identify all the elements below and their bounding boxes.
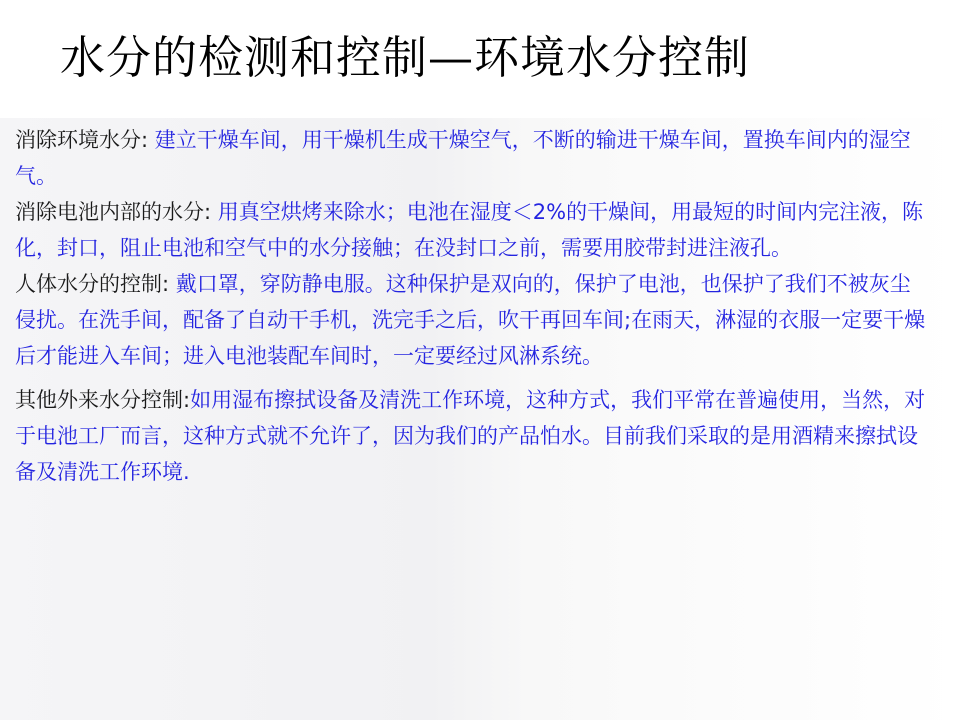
paragraph-label: 人体水分的控制: (15, 272, 176, 296)
slide-title: 水分的检测和控制—环境水分控制 (60, 31, 751, 84)
paragraph-battery-internal-moisture (15, 194, 930, 266)
paragraph-label: 消除环境水分: (15, 128, 155, 152)
content-body (15, 122, 930, 490)
paragraph-text: 如用湿布擦拭设备及清洗工作环境，这种方式，我们平常在普遍使用，当然，对于电池工厂而言，这种方式就不允许了，因为我们的产品怕水。目前我们采取的是用酒精来擦拭设备及清洗工作环境. (15, 388, 926, 484)
paragraph-text: 戴口罩，穿防静电服。这种保护是双向的，保护了电池，也保护了我们不被灰尘侵扰。在洗手间，配备了自动干手机，洗完手之后，吹干再回车间;在雨天，淋湿的衣服一定要干燥后才能进入车间；进入电池装配车间时，一定要经过风淋系统。 (15, 272, 926, 368)
paragraph-label: 其他外来水分控制: (15, 388, 191, 412)
paragraph-human-moisture (15, 266, 930, 374)
paragraph-text: 建立干燥车间，用干燥机生成干燥空气，不断的输进干燥车间，置换车间内的湿空气。 (15, 128, 911, 188)
paragraph-label: 消除电池内部的水分: (15, 200, 218, 224)
paragraph-text: 用真空烘烤来除水；电池在湿度＜2%的干燥间，用最短的时间内完注液，陈化，封口，阻止电池和空气中的水分接触；在没封口之前，需要用胶带封进注液孔。 (15, 200, 924, 260)
paragraph-environment-moisture (15, 122, 930, 194)
paragraph-other-moisture (15, 382, 930, 490)
